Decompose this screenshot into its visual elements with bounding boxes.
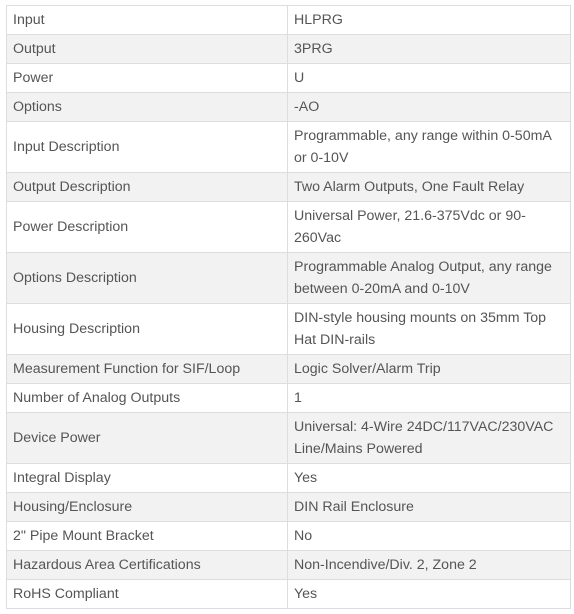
table-row	[7, 580, 571, 609]
spec-value: Yes	[288, 464, 571, 493]
spec-label: Input Description	[7, 122, 288, 173]
spec-value: Universal Power, 21.6-375Vdc or 90-260Vac	[288, 202, 571, 253]
table-row	[7, 464, 571, 493]
table-row	[7, 551, 571, 580]
table-row	[7, 93, 571, 122]
spec-value: Programmable Analog Output, any range between 0-20mA and 0-10V	[288, 253, 571, 304]
spec-label: Integral Display	[7, 464, 288, 493]
spec-label: Power Description	[7, 202, 288, 253]
spec-value: 3PRG	[288, 35, 571, 64]
spec-label: Input	[7, 6, 288, 35]
table-row	[7, 35, 571, 64]
spec-label: Output	[7, 35, 288, 64]
spec-label: Housing/Enclosure	[7, 493, 288, 522]
spec-table	[6, 5, 571, 609]
spec-label: RoHS Compliant	[7, 580, 288, 609]
spec-value: Two Alarm Outputs, One Fault Relay	[288, 173, 571, 202]
table-row	[7, 202, 571, 253]
spec-label: Output Description	[7, 173, 288, 202]
spec-value: 1	[288, 384, 571, 413]
spec-label: Hazardous Area Certifications	[7, 551, 288, 580]
table-row	[7, 413, 571, 464]
spec-label: Options	[7, 93, 288, 122]
spec-value: Universal: 4-Wire 24DC/117VAC/230VAC Line/Mains Powered	[288, 413, 571, 464]
spec-label: Number of Analog Outputs	[7, 384, 288, 413]
table-row	[7, 6, 571, 35]
spec-label: Housing Description	[7, 304, 288, 355]
table-row	[7, 173, 571, 202]
spec-label: Power	[7, 64, 288, 93]
spec-value: Logic Solver/Alarm Trip	[288, 355, 571, 384]
table-row	[7, 493, 571, 522]
table-row	[7, 122, 571, 173]
spec-value: -AO	[288, 93, 571, 122]
spec-value: Programmable, any range within 0-50mA or 0-10V	[288, 122, 571, 173]
table-row	[7, 355, 571, 384]
table-row	[7, 384, 571, 413]
spec-label: Measurement Function for SIF/Loop	[7, 355, 288, 384]
table-row	[7, 304, 571, 355]
spec-label: 2" Pipe Mount Bracket	[7, 522, 288, 551]
spec-label: Device Power	[7, 413, 288, 464]
spec-value: HLPRG	[288, 6, 571, 35]
spec-label: Options Description	[7, 253, 288, 304]
spec-value: U	[288, 64, 571, 93]
spec-value: Yes	[288, 580, 571, 609]
spec-value: Non-Incendive/Div. 2, Zone 2	[288, 551, 571, 580]
spec-value: DIN-style housing mounts on 35mm Top Hat DIN-rails	[288, 304, 571, 355]
spec-value: DIN Rail Enclosure	[288, 493, 571, 522]
table-row	[7, 64, 571, 93]
table-row	[7, 253, 571, 304]
table-row	[7, 522, 571, 551]
spec-table-body	[7, 6, 571, 609]
spec-value: No	[288, 522, 571, 551]
